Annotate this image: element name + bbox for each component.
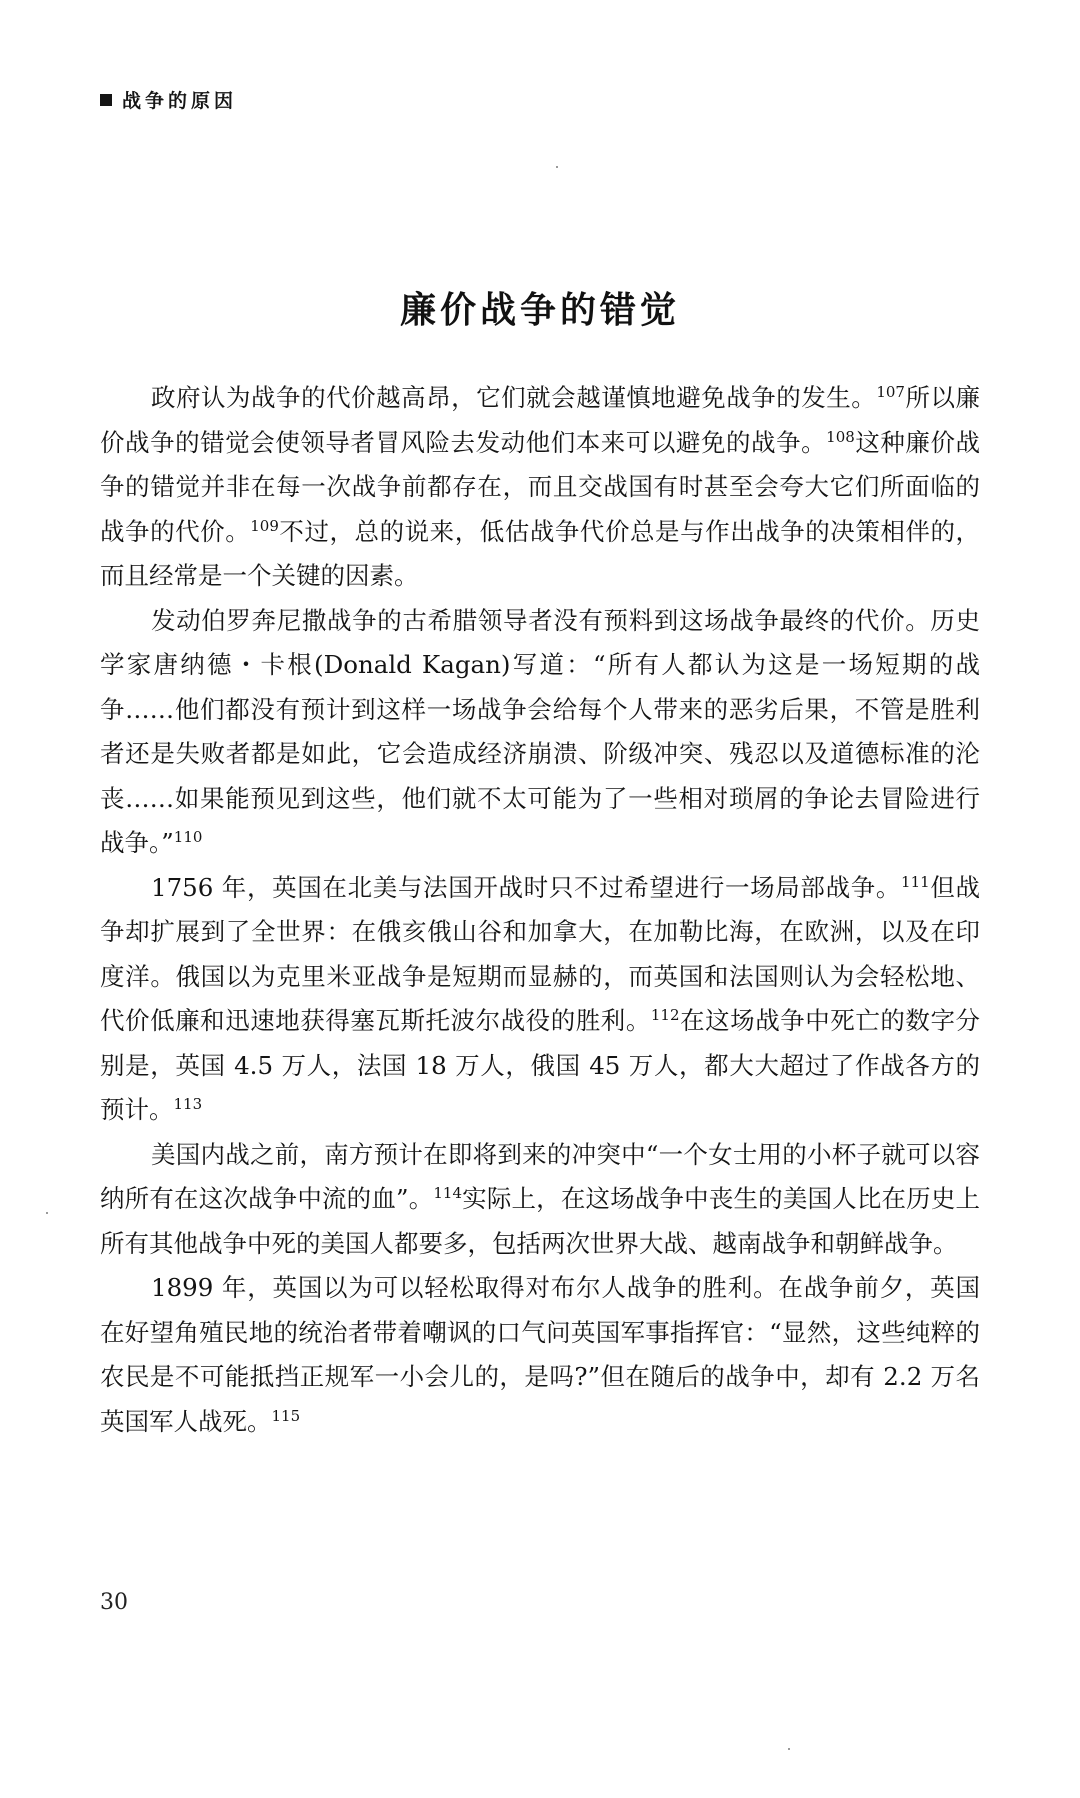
paragraph-text: 美国内战之前，南方预计在即将到来的冲突中“一个女士用的小杯子就可以容纳所有在这次战争中流的血”。 (100, 1139, 980, 1213)
paragraph-text: 在这场战争中死亡的数字分别是，英国 4.5 万人，法国 18 万人，俄国 45 万人，都大大超过了作战各方的预计。 (100, 1006, 981, 1124)
footnote-ref: 109 (250, 516, 279, 535)
paragraph-text: 发动伯罗奔尼撒战争的古希腊领导者没有预料到这场战争最终的代价。历史学家唐纳德・卡根(Donald Kagan)写道：“所有人都认为这是一场短期的战争……他们都没有预计到这样一场战争会给每个人带来的恶劣后果，不管是胜利者还是失败者都是如此，它会造成经济崩溃、阶级冲突、残忍以及道德标准的沦丧……如果能预见到这些，他们就不太可能为了一些相对琐屑的争论去冒险进行战争。” (100, 605, 980, 857)
running-header-text: 战争的原因 (122, 90, 238, 112)
paragraph-text: 1899 年，英国以为可以轻松取得对布尔人战争的胜利。在战争前夕，英国在好望角殖民地的统治者带着嘲讽的口气问英国军事指挥官：“显然，这些纯粹的农民是不可能抵挡正规军一小会儿的，是吗?”但在随后的战争中，却有 2.2 万名英国军人战死。 (100, 1273, 980, 1436)
footnote-ref: 114 (433, 1184, 462, 1202)
paragraph-text: 但战争却扩展到了全世界：在俄亥俄山谷和加拿大，在加勒比海，在欧洲，以及在印度洋。俄国以为克里米亚战争是短期而显赫的，而英国和法国则认为会轻松地、代价低廉和迅速地获得塞瓦斯托波尔战役的胜利。 (100, 872, 981, 1035)
paragraph-text: 1756 年，英国在北美与法国开战时只不过希望进行一场局部战争。 (151, 872, 902, 902)
running-header (100, 86, 237, 113)
paragraph-text: 实际上，在这场战争中丧生的美国人比在历史上所有其他战争中死的美国人都要多，包括两次世界大战、越南战争和朝鲜战争。 (100, 1184, 980, 1258)
body-text (100, 376, 980, 1444)
paragraph (100, 599, 980, 866)
scan-speck (46, 1212, 48, 1214)
section-title: 廉价战争的错觉 (399, 289, 680, 331)
paragraph (100, 866, 980, 1133)
scan-speck (556, 166, 558, 168)
paragraph-text: 不过，总的说来，低估战争代价总是与作出战争的决策相伴的，而且经常是一个关键的因素。 (100, 516, 981, 590)
paragraph-text: 所以廉价战争的错觉会使领导者冒风险去发动他们本来可以避免的战争。 (100, 383, 981, 457)
paragraph (100, 1266, 980, 1444)
footnote-ref: 113 (173, 1095, 203, 1113)
paragraph-text: 政府认为战争的代价越高昂，它们就会越谨慎地避免战争的发生。 (151, 383, 877, 412)
footnote-ref: 111 (901, 872, 930, 891)
paragraph (100, 376, 980, 599)
scan-speck (788, 1748, 790, 1750)
footnote-ref: 108 (826, 427, 855, 446)
square-bullet-icon (100, 94, 112, 106)
footnote-ref: 115 (271, 1406, 301, 1425)
paragraph-text: 这种廉价战争的错觉并非在每一次战争前都存在，而且交战国有时甚至会夸大它们所面临的战争的代价。 (100, 427, 980, 546)
footnote-ref: 112 (650, 1006, 680, 1024)
footnote-ref: 110 (173, 828, 203, 846)
paragraph (100, 1133, 980, 1267)
footnote-ref: 107 (876, 383, 905, 401)
page-number: 30 (100, 1590, 128, 1615)
